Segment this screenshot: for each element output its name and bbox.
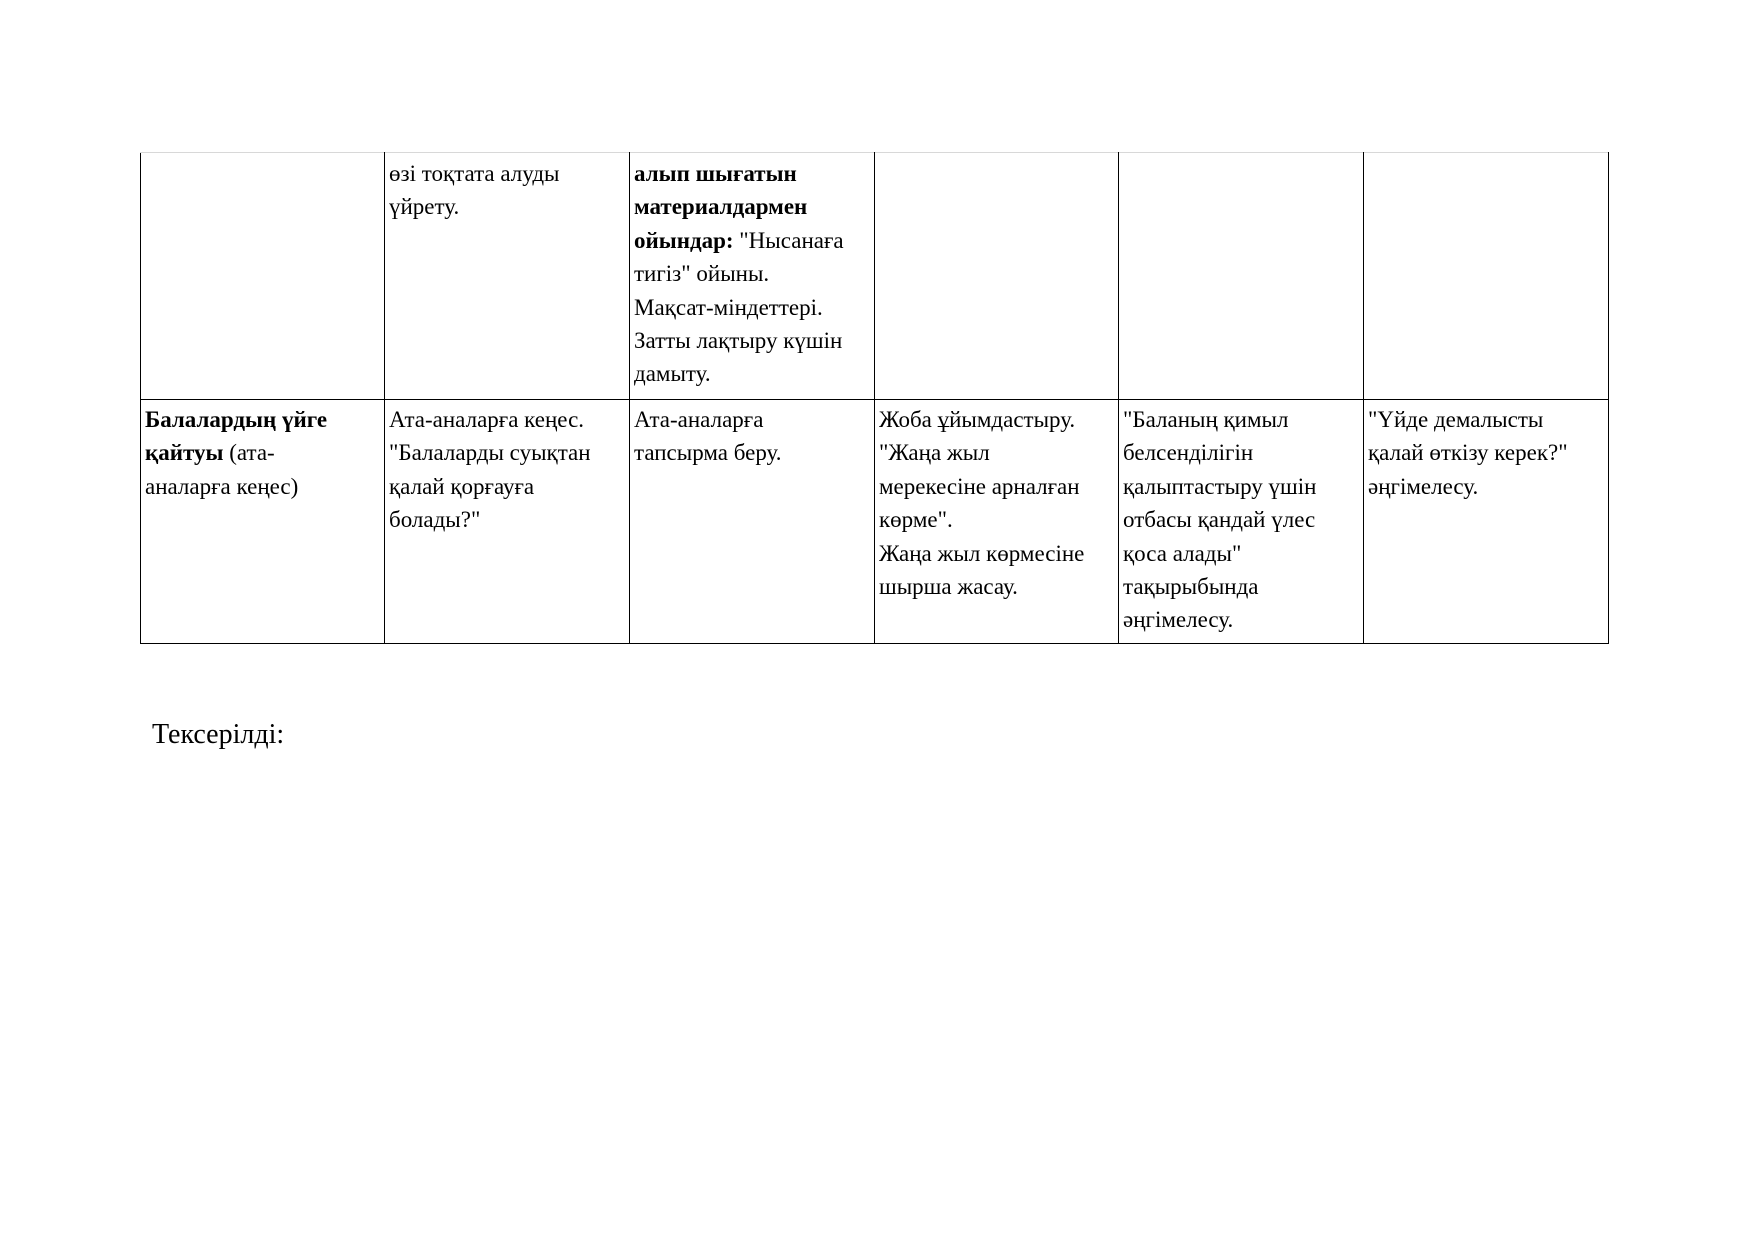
table-cell xyxy=(630,400,875,644)
cell-text-line: тапсырма беру. xyxy=(634,440,782,466)
cell-text-line: мерекесіне арналған xyxy=(879,473,1080,499)
schedule-table xyxy=(140,152,1609,644)
checked-label: Тексерілді: xyxy=(152,719,285,750)
cell-text-line: отбасы қандай үлес xyxy=(1123,507,1316,533)
cell-text-line: әңгімелесу. xyxy=(1123,607,1234,633)
cell-text-line: Мақсат-міндеттері. xyxy=(634,294,823,320)
cell-text-line: Затты лақтыру күшін xyxy=(634,328,843,354)
table-cell xyxy=(385,400,630,644)
table-cell xyxy=(385,153,630,400)
cell-text-line: үйрету. xyxy=(389,194,460,220)
cell-text-line: көрме". xyxy=(879,507,953,533)
table-cell-empty xyxy=(141,153,385,400)
table-cell-empty xyxy=(1119,153,1364,400)
cell-text-line: қалай қорғауға xyxy=(389,473,535,499)
cell-text-line: "Баланың қимыл xyxy=(1123,407,1289,432)
cell-text-line: "Үйде демалысты xyxy=(1368,407,1544,432)
cell-text-line: "Балаларды суықтан xyxy=(389,440,591,466)
table-row-header xyxy=(141,400,385,644)
table-cell xyxy=(1119,400,1364,644)
cell-text-line: қалыптастыру үшін xyxy=(1123,473,1317,499)
cell-text-line: қоса алады" xyxy=(1123,540,1242,566)
cell-text-line: "Нысанаға xyxy=(733,227,844,253)
table-row xyxy=(141,400,1609,644)
cell-text-line: болады?" xyxy=(389,507,481,533)
cell-text-line: шырша жасау. xyxy=(879,574,1018,600)
cell-text-line: әңгімелесу. xyxy=(1368,473,1479,499)
cell-text-line: қалай өткізу керек?" xyxy=(1368,440,1568,466)
cell-text-line: аналарға кеңес) xyxy=(145,473,299,499)
row-header-line: қайтуы xyxy=(145,440,224,466)
cell-text-line: белсенділігін xyxy=(1123,440,1254,466)
cell-text-line: Ата-аналарға кеңес. xyxy=(389,407,585,432)
cell-text-line: тақырыбында xyxy=(1123,574,1259,600)
cell-text-line: Жоба ұйымдастыру. xyxy=(879,407,1076,432)
cell-heading-line: ойындар: xyxy=(634,227,734,253)
table-cell xyxy=(875,400,1119,644)
cell-text-line: дамыту. xyxy=(634,361,711,387)
cell-text-line: Жаңа жыл көрмесіне xyxy=(879,540,1085,566)
table-cell-empty xyxy=(1364,153,1609,400)
table-row xyxy=(141,153,1609,400)
cell-text-line: (ата- xyxy=(223,440,275,466)
table-cell xyxy=(1364,400,1609,644)
cell-heading-line: алып шығатын xyxy=(634,161,797,186)
row-header-line: Балалардың үйге xyxy=(145,407,328,432)
cell-heading-line: материалдармен xyxy=(634,194,808,220)
table-cell xyxy=(630,153,875,400)
cell-text-line: өзі тоқтата алуды xyxy=(389,161,560,186)
cell-text-line: тигіз" ойыны. xyxy=(634,261,770,287)
cell-text-line: Ата-аналарға xyxy=(634,407,764,432)
table-cell-empty xyxy=(875,153,1119,400)
cell-text-line: "Жаңа жыл xyxy=(879,440,990,466)
